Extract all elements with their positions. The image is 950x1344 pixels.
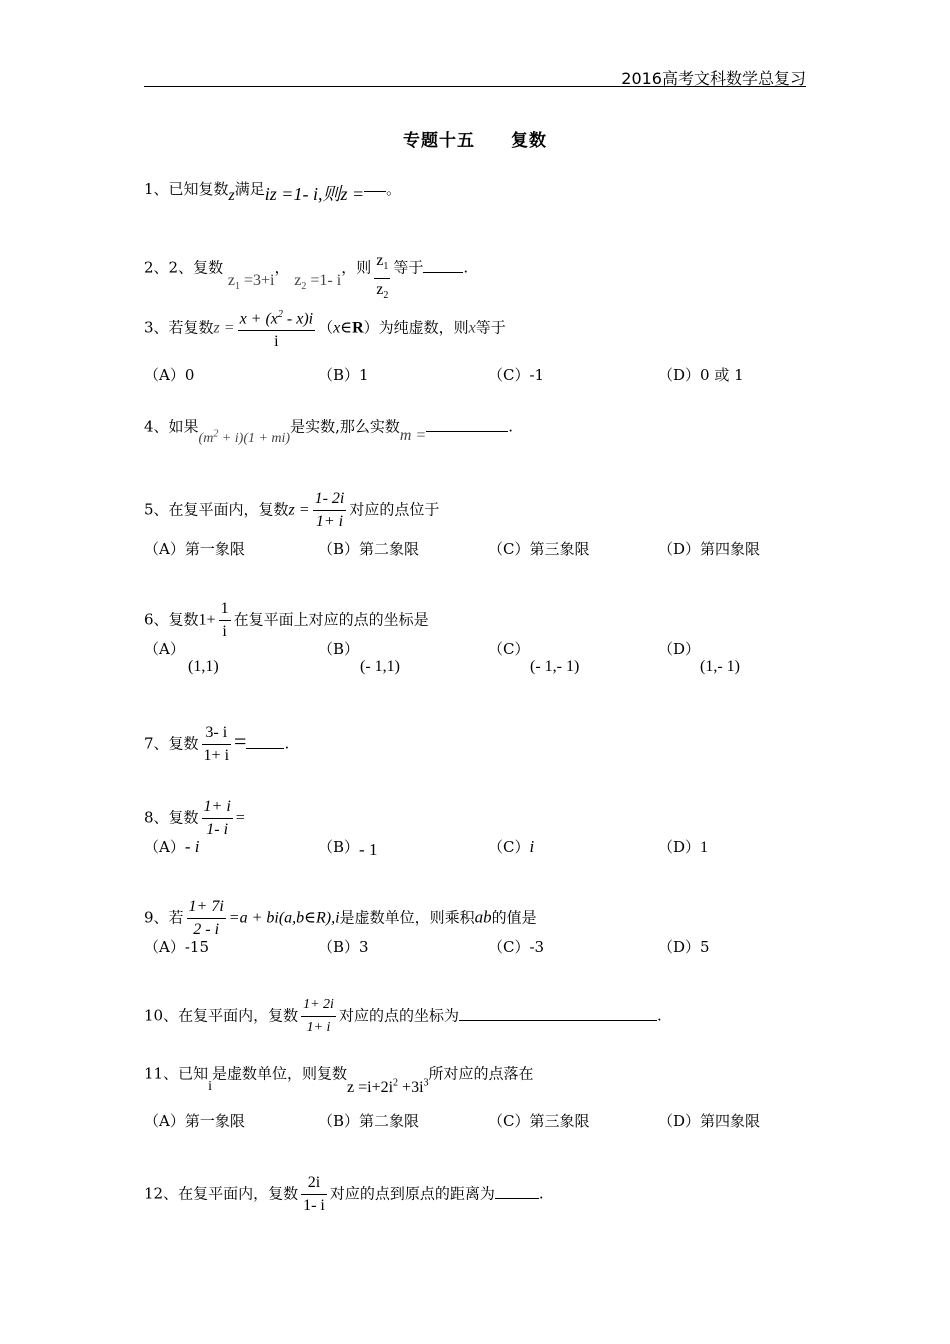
- header-title: 2016高考文科数学总复习: [621, 69, 806, 88]
- q6-option-d[interactable]: （D） (1,- 1): [658, 640, 740, 675]
- q1-end: 。: [386, 180, 402, 198]
- q7-fraction: $\frac{3- i}{1+ i}$: [203, 724, 230, 764]
- q5-option-c[interactable]: （C）第三象限: [488, 540, 590, 558]
- header-rule: [144, 86, 806, 87]
- q9-option-d[interactable]: （D）5: [658, 938, 710, 956]
- q2-then: ，则: [341, 258, 372, 277]
- q6-option-b[interactable]: （B） (- 1,1): [318, 640, 400, 675]
- q11-option-a[interactable]: （A）第一象限: [144, 1112, 245, 1130]
- q10-fraction: $\frac{1+ 2i}{1+ i}$: [301, 994, 336, 1039]
- q10-text: 10、在复平面内，复数: [144, 1006, 299, 1025]
- q9-fraction: $\frac{1+ 7i}{2 - i}$: [188, 898, 224, 938]
- q3-fraction: $\frac{x + (x^2 - x)i}{i}$: [238, 304, 316, 353]
- q12-blank: [495, 1184, 539, 1199]
- question-1: [144, 178, 402, 204]
- q3-option-d[interactable]: （D）0 或 1: [658, 366, 744, 384]
- q4-blank: [426, 417, 508, 432]
- q11-mid: 是虚数单位，则复数: [211, 1064, 347, 1083]
- q6-options: [144, 638, 824, 678]
- q11-option-c[interactable]: （C）第三象限: [488, 1112, 590, 1130]
- q1-mid: 满足: [234, 180, 265, 198]
- q8-fraction: $\frac{1+ i}{1- i}$: [203, 798, 231, 838]
- q4-expr: $(m^2 + i)(1 + mi)$: [198, 428, 291, 446]
- q3-post: 为纯虚数，则: [378, 318, 469, 337]
- q9-option-a[interactable]: （A）-15: [144, 938, 209, 956]
- q5-var: z =: [288, 501, 310, 519]
- q9-text: 9、若: [144, 908, 184, 927]
- question-10: 10、在复平面内，复数 $\frac{1+ 2i}{1+ i}$ 对应的点的坐标为 .: [144, 994, 662, 1039]
- q2-blank: [423, 258, 463, 273]
- q8-option-d[interactable]: （D）1: [658, 838, 709, 856]
- q7-equals: =: [234, 728, 247, 754]
- question-5: [144, 488, 439, 533]
- question-11: 11、已知i是虚数单位，则复数$z =i+2i^2 +3i^3$所对应的点落在: [144, 1064, 534, 1097]
- q5-post: 对应的点位于: [349, 500, 440, 519]
- q9-option-b[interactable]: （B）3: [318, 938, 369, 956]
- q9-option-c[interactable]: （C）-3: [488, 938, 545, 956]
- q1-var: z: [228, 187, 235, 204]
- q1-blank: [364, 181, 386, 192]
- question-4: 4、如果$(m^2 + i)(1 + mi)$是实数,那么实数m = .: [144, 417, 514, 446]
- q3-option-a[interactable]: （A）0: [144, 366, 195, 384]
- q3-option-b[interactable]: （B）1: [318, 366, 369, 384]
- question-8: 8、复数 $\frac{1+ i}{1- i}$ =: [144, 796, 245, 841]
- q6-option-a[interactable]: （A） (1,1): [144, 640, 219, 675]
- q8-option-a[interactable]: （A）- i: [144, 837, 200, 856]
- q4-mid: 是实数,那么实数: [290, 417, 400, 436]
- q1-text: 1、已知复数: [144, 180, 229, 198]
- q5-text: 5、在复平面内，复数: [144, 500, 289, 519]
- q5-option-b[interactable]: （B）第二象限: [318, 540, 420, 558]
- q4-text: 4、如果: [144, 417, 199, 436]
- q2-fraction: $\frac{z_1}{z_2}$: [376, 252, 389, 302]
- q6-one: 1+: [198, 611, 216, 629]
- q3-condition: x∈: [333, 319, 353, 337]
- q5-option-d[interactable]: （D）第四象限: [658, 540, 761, 558]
- question-2: 2、2、复数 $z_1 =3+i$， $z_2 =1-$ i，则 $\frac{z_1}{z_2}$ 等于 .: [144, 240, 468, 297]
- q11-option-d[interactable]: （D）第四象限: [658, 1112, 761, 1130]
- q6-option-c[interactable]: （C） (- 1,- 1): [488, 640, 580, 675]
- q3-text: 3、若复数: [144, 318, 214, 337]
- q7-text: 7、复数: [144, 734, 199, 753]
- q5-fraction: $\frac{1- 2i}{1+ i}$: [314, 490, 345, 530]
- q11-option-b[interactable]: （B）第二象限: [318, 1112, 420, 1130]
- question-12: 12、在复平面内，复数 $\frac{2i}{1- i}$ 对应的点到原点的距离为 .: [144, 1172, 544, 1217]
- q2-post: 等于: [393, 258, 424, 277]
- q3-var: z =: [213, 319, 235, 337]
- q2-z1: $z_1 =3+i$: [227, 271, 275, 292]
- question-9: 9、若 $\frac{1+ 7i}{2 - i}$ =a + bi(a,b∈R),i是虚数单位，则乘积ab的值是: [144, 896, 537, 941]
- q12-text: 12、在复平面内，复数: [144, 1184, 299, 1203]
- q10-post: 对应的点的坐标为: [338, 1006, 459, 1025]
- q11-expr: $z =i+2i^2 +3i^3$: [347, 1078, 429, 1097]
- question-7: 7、复数 $\frac{3- i}{1+ i}$ = .: [144, 722, 289, 767]
- q2-text: 2、2、复数: [144, 258, 224, 277]
- q5-option-a[interactable]: （A）第一象限: [144, 540, 245, 558]
- q12-fraction: $\frac{2i}{1- i}$: [303, 1174, 325, 1214]
- q9-expr: =a + bi(a,b∈R),i: [228, 909, 340, 927]
- question-6: [144, 598, 429, 643]
- q1-equation: iz =1- i,则z =: [264, 184, 365, 204]
- q12-post: 对应的点到原点的距离为: [329, 1184, 495, 1203]
- q11-post: 所对应的点落在: [428, 1064, 534, 1083]
- q8-option-c[interactable]: （C）i: [488, 837, 535, 856]
- q10-blank: [459, 1006, 657, 1021]
- q8-option-b[interactable]: （B）- 1: [318, 838, 378, 859]
- q11-text: 11、已知: [144, 1064, 209, 1083]
- q2-z2: $z_2 =1-$ i: [294, 271, 342, 292]
- q6-text: 6、复数: [144, 610, 199, 629]
- question-3: 3、若复数z = $\frac{x + (x^2 - x)i}{i}$ （x∈R）为纯虚数，则x等于: [144, 304, 506, 353]
- q4-var: m =: [399, 426, 427, 444]
- q3-option-c[interactable]: （C）-1: [488, 366, 545, 384]
- q9-post: 是虚数单位，则乘积: [339, 908, 475, 927]
- q7-blank: [246, 734, 284, 749]
- q6-fraction: $\frac{1}{i}$: [220, 600, 229, 640]
- q6-post: 在复平面上对应的点的坐标是: [233, 610, 429, 629]
- q8-text: 8、复数: [144, 808, 199, 827]
- page-title: 专题十五 复数: [403, 131, 547, 151]
